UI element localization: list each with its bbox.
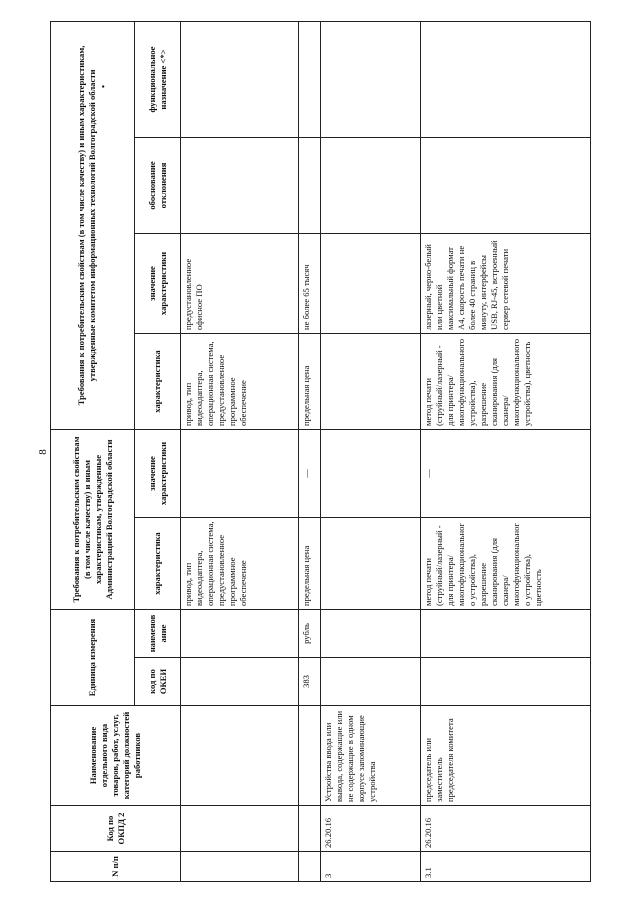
cell-functional: [299, 21, 321, 137]
cell-num: [299, 852, 321, 882]
header-justification: обоснование отклонения: [135, 137, 181, 233]
cell-functional: [321, 21, 421, 137]
header-unit-name: наименование: [135, 610, 181, 658]
header-name: Наименование отдельного вида товаров, работ, услуг, категорий должностей работников: [51, 706, 181, 806]
cell-num: 3: [321, 852, 421, 882]
cell-justification: [321, 137, 421, 233]
cell-unit: [181, 610, 299, 658]
header-admin-value: значение характеристики: [135, 429, 181, 517]
header-admin-char: характеристика: [135, 518, 181, 610]
cell-comm-char: привод, тип видеоадаптера, операционная система, предустановленное программное обеспечение: [181, 333, 299, 429]
table-row: [299, 21, 321, 881]
page-number: 8: [36, 449, 49, 455]
header-mark: •: [98, 84, 108, 88]
table-row: [181, 21, 299, 881]
cell-justification: [181, 137, 299, 233]
header-num: N п/п: [51, 852, 181, 882]
cell-justification: [299, 137, 321, 233]
cell-num: [181, 852, 299, 882]
header-okpd: Код по ОКПД 2: [51, 806, 181, 852]
header-functional: функциональное назначение <*>: [135, 21, 181, 137]
cell-comm-char: предельная цена: [299, 333, 321, 429]
header-comm-value: значение характеристики: [135, 233, 181, 333]
cell-okpd: 26.20.16: [421, 806, 591, 852]
cell-admin-value: [181, 429, 299, 517]
cell-name: председатель или заместитель председателя комитета: [421, 706, 591, 806]
cell-unit: [421, 610, 591, 658]
cell-okpd: [299, 806, 321, 852]
cell-functional: [181, 21, 299, 137]
cell-okpd: 26.20.16: [321, 806, 421, 852]
cell-name: Устройства ввода или вывода, содержащие или не содержащие в одном корпусе запоминающие устройства: [321, 706, 421, 806]
cell-admin-char: метод печати (струйный/лазерный - для принтера/многофункционального устройства), разрешение сканирования (для сканера/многофункционального устройства), цветность: [421, 518, 591, 610]
cell-admin-value: —: [299, 429, 321, 517]
cell-comm-char: метод печати (струйный/лазерный - для принтера/многофункционального устройства), разрешение сканирования (для сканера/многофункционального устройства), цветность: [421, 333, 591, 429]
requirements-table: [50, 21, 591, 882]
table-row: [321, 21, 421, 881]
cell-comm-value: лазерный, черно-белый или цветной максимальный формат А4, скорость печати не более 40 страниц в минуту, интерфейсы USB, RJ-45, встроенный сервер сетевой печати: [421, 233, 591, 333]
cell-okei: [181, 658, 299, 706]
cell-admin-char: предельная цена: [299, 518, 321, 610]
cell-admin-char: [321, 518, 421, 610]
table-row: [421, 21, 591, 881]
cell-okpd: [181, 806, 299, 852]
cell-justification: [421, 137, 591, 233]
cell-comm-char: [321, 333, 421, 429]
header-units: Единица измерения: [51, 610, 135, 706]
header-comm-char: характеристика: [135, 333, 181, 429]
cell-num: 3.1: [421, 852, 591, 882]
cell-unit: [321, 610, 421, 658]
cell-admin-char: привод, тип видеоадаптера, операционная система, предустановленное программное обеспечение: [181, 518, 299, 610]
header-admin-req: Требования к потребительским свойствам (в том числе качеству) и иным характеристикам, утвержденные Администрацией Волгоградской области: [51, 429, 135, 609]
cell-okei: [321, 658, 421, 706]
rotated-page: [50, 22, 590, 882]
header-committee-text: Требования к потребительским свойствам (в том числе качеству) и иным характеристикам, утвержденные комитетом информационных технологий Волгоградской области: [76, 45, 97, 406]
cell-name: [181, 706, 299, 806]
cell-admin-value: [321, 429, 421, 517]
cell-okei: 383: [299, 658, 321, 706]
cell-comm-value: [321, 233, 421, 333]
cell-comm-value: предустановленное офисное ПО: [181, 233, 299, 333]
cell-name: [299, 706, 321, 806]
cell-unit: рубль: [299, 610, 321, 658]
header-committee-req: [51, 21, 135, 429]
cell-comm-value: не более 65 тысяч: [299, 233, 321, 333]
cell-okei: [421, 658, 591, 706]
cell-functional: [421, 21, 591, 137]
header-okei-code: код по ОКЕИ: [135, 658, 181, 706]
cell-admin-value: —: [421, 429, 591, 517]
